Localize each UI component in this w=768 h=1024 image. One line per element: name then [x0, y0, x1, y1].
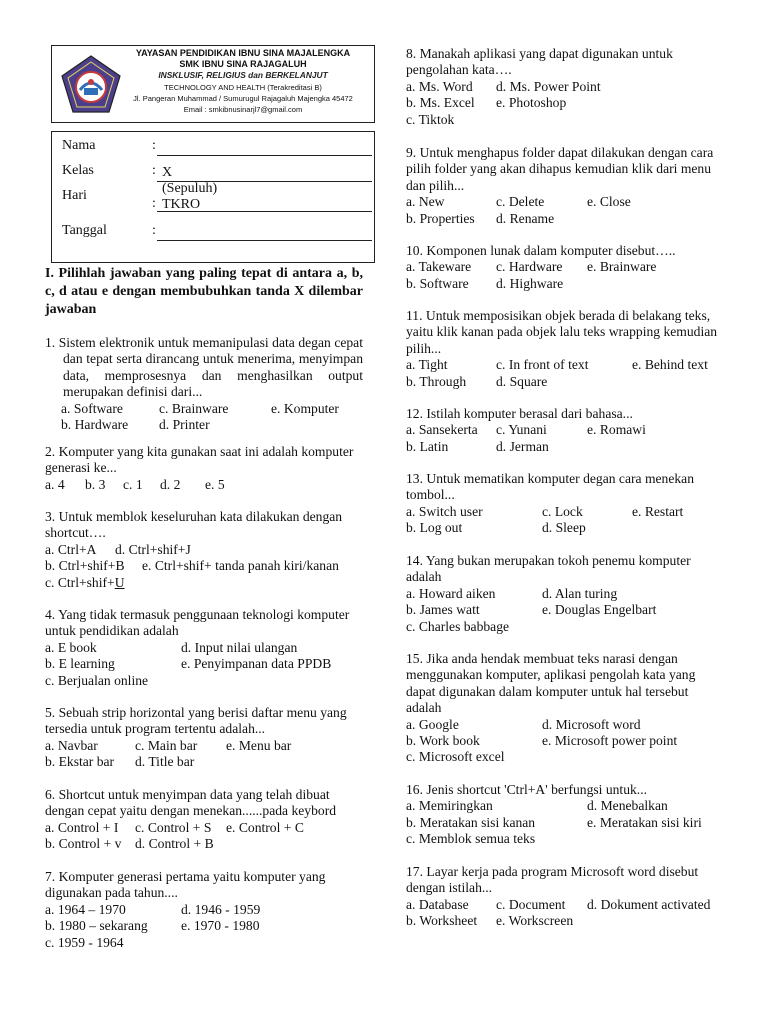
colon: : [152, 138, 156, 153]
option-b[interactable]: b. Through [406, 373, 467, 389]
question-stem: 3. Untuk memblok keseluruhan kata dilakukan dengan shortcut…. [45, 509, 343, 541]
question-stem: 1. Sistem elektronik untuk memanipulasi data degan cepat dan tepat serta dirancang untuk menerima, menyimpan data, memprosesnya dan menghasilkan output merupakan definisi dari... [45, 335, 363, 400]
question-12 [406, 406, 726, 455]
option-d[interactable]: d. Microsoft word [542, 716, 641, 732]
option-d[interactable]: d. Alan turing [542, 585, 618, 601]
option-d[interactable]: d. Jerman [496, 438, 549, 454]
option-e[interactable]: e. Menu bar [226, 737, 292, 753]
option-a[interactable]: a. Memiringkan [406, 798, 493, 814]
option-d[interactable]: d. 1946 - 1959 [181, 901, 261, 917]
student-identity-box [51, 131, 375, 263]
option-a[interactable]: a. Howard aiken [406, 585, 496, 601]
option-c[interactable]: c. Microsoft excel [406, 749, 505, 765]
hari-field[interactable] [157, 194, 372, 212]
colon: : [152, 196, 156, 211]
option-d[interactable]: d. Input nilai ulangan [181, 639, 298, 655]
section-instruction: I. Pilihlah jawaban yang paling tepat di antara a, b, c, d atau e dengan membubuhkan tanda X dilembar jawaban [45, 266, 363, 317]
option-c[interactable]: c. 1 [123, 476, 143, 492]
option-b[interactable]: b. Ms. Excel [406, 95, 475, 111]
question-1 [45, 335, 363, 433]
option-c[interactable]: c. Main bar [135, 737, 198, 753]
question-stem: 9. Untuk menghapus folder dapat dilakukan dengan cara pilih folder yang akan dihapus kemudian klik dari menu dan pilih... [406, 145, 714, 193]
option-b[interactable]: b. Latin [406, 438, 449, 454]
option-a[interactable]: a. E book [45, 639, 97, 655]
question-16 [406, 782, 726, 848]
option-c[interactable]: c. Memblok semua teks [406, 831, 536, 847]
question-stem: 14. Yang bukan merupakan tokoh penemu komputer adalah [406, 553, 691, 585]
option-b[interactable]: b. James watt [406, 602, 480, 618]
option-a[interactable]: a. Tight [406, 357, 448, 373]
question-4 [45, 607, 363, 689]
option-d[interactable]: d. Ms. Power Point [496, 78, 601, 94]
question-17 [406, 864, 726, 930]
option-d[interactable]: d. Ctrl+shif+J [115, 541, 191, 557]
school-program: TECHNOLOGY AND HEALTH (Terakreditasi B) [164, 82, 322, 92]
option-d[interactable]: d. Control + B [135, 836, 214, 852]
school-address: Jl. Pangeran Muhammad / Sumurugul Rajagaluh Majengka 45472 [133, 93, 353, 103]
option-a[interactable]: a. Google [406, 716, 459, 732]
option-a[interactable]: a. Takeware [406, 259, 472, 275]
question-8 [406, 46, 726, 128]
question-stem: 8. Manakah aplikasi yang dapat digunakan untuk pengolahan kata…. [406, 46, 673, 78]
option-e[interactable]: e. Romawi [587, 422, 646, 438]
nama-field[interactable] [157, 138, 372, 156]
option-c[interactable]: c. Lock [542, 503, 583, 519]
tanggal-label: Tanggal [62, 223, 107, 238]
question-stem: 2. Komputer yang kita gunakan saat ini adalah komputer generasi ke... [45, 444, 354, 476]
colon: : [152, 223, 156, 238]
question-stem: 16. Jenis shortcut 'Ctrl+A' berfungsi untuk... [406, 782, 647, 797]
question-stem: 7. Komputer generasi pertama yaitu komputer yang digunakan pada tahun.... [45, 869, 326, 901]
option-e[interactable]: e. Restart [632, 503, 684, 519]
option-c[interactable]: c. Brainware [159, 400, 229, 416]
question-stem: 11. Untuk memposisikan objek berada di belakang teks, yaitu klik kanan pada objek lalu teks wrapping kemudian pilih... [406, 308, 718, 356]
question-2 [45, 444, 363, 493]
option-a[interactable]: a. Database [406, 896, 469, 912]
option-e[interactable]: e. Brainware [587, 259, 657, 275]
option-a[interactable]: a. 1964 – 1970 [45, 901, 126, 917]
question-15 [406, 651, 726, 766]
question-stem: 13. Untuk mematikan komputer degan cara menekan tombol... [406, 471, 695, 503]
option-b[interactable]: b. Worksheet [406, 913, 478, 929]
option-b[interactable]: b. E learning [45, 656, 115, 672]
option-c[interactable] [45, 575, 125, 591]
question-stem: 12. Istilah komputer berasal dari bahasa... [406, 406, 633, 421]
question-10 [406, 243, 726, 292]
option-d[interactable]: d. Printer [159, 417, 210, 433]
option-a[interactable]: a. Switch user [406, 503, 483, 519]
option-a[interactable]: a. 4 [45, 476, 65, 492]
question-3 [45, 509, 363, 591]
question-stem: 5. Sebuah strip horizontal yang berisi daftar menu yang tersedia untuk program tertentu adalah... [45, 705, 347, 737]
option-c-underlined: U [114, 574, 125, 590]
hari-label: Hari [62, 188, 87, 203]
option-d[interactable]: d. Highware [496, 275, 564, 291]
option-e[interactable]: e. Workscreen [496, 913, 574, 929]
option-b[interactable]: b. 1980 – sekarang [45, 918, 148, 934]
option-b[interactable]: b. 3 [85, 476, 106, 492]
option-b[interactable]: b. Work book [406, 733, 480, 749]
option-b[interactable]: b. Hardware [61, 417, 129, 433]
option-c[interactable]: c. Document [496, 896, 566, 912]
option-c[interactable]: c. Charles babbage [406, 618, 510, 634]
option-c-text: c. Ctrl+shif+ [45, 574, 115, 590]
question-stem: 10. Komponen lunak dalam komputer disebut….. [406, 243, 676, 258]
school-motto: INSKLUSIF, RELIGIUS dan BERKELANJUT [158, 70, 328, 81]
option-b[interactable]: b. Ekstar bar [45, 754, 115, 770]
option-e[interactable]: e. Photoshop [496, 95, 567, 111]
option-c[interactable]: c. Delete [496, 194, 545, 210]
question-5 [45, 705, 363, 771]
option-a[interactable]: a. Sansekerta [406, 422, 478, 438]
option-c[interactable]: c. In front of text [496, 357, 589, 373]
question-14 [406, 553, 726, 635]
question-stem: 17. Layar kerja pada program Microsoft word disebut dengan istilah... [406, 864, 699, 896]
option-b[interactable]: b. Control + v [45, 836, 122, 852]
option-a[interactable]: a. Ms. Word [406, 78, 473, 94]
school-name: SMK IBNU SINA RAJAGALUH [179, 59, 307, 70]
tanggal-field[interactable] [157, 223, 372, 241]
colon: : [152, 163, 156, 178]
option-d[interactable]: d. Dokument activated [587, 896, 711, 912]
option-c[interactable]: c. Yunani [496, 422, 547, 438]
option-c[interactable]: c. Hardware [496, 259, 563, 275]
foundation-name: YAYASAN PENDIDIKAN IBNU SINA MAJALENGKA [135, 48, 351, 58]
option-d[interactable]: d. Rename [496, 210, 555, 226]
option-e[interactable]: e. Close [587, 194, 631, 210]
question-stem: 6. Shortcut untuk menyimpan data yang telah dibuat dengan cepat yaitu dengan menekan......pada keybord [45, 787, 337, 819]
option-d[interactable]: d. 2 [160, 476, 181, 492]
question-9 [406, 145, 726, 227]
option-e[interactable]: e. Control + C [226, 819, 304, 835]
question-6 [45, 787, 363, 853]
option-e[interactable]: e. Ctrl+shif+ tanda panah kiri/kanan [142, 558, 339, 574]
option-c[interactable]: c. 1959 - 1964 [45, 934, 124, 950]
option-a[interactable]: a. Ctrl+A [45, 541, 97, 557]
option-a[interactable]: a. New [406, 194, 445, 210]
option-e[interactable]: e. Behind text [632, 357, 708, 373]
question-stem: 4. Yang tidak termasuk penggunaan teknologi komputer untuk pendidikan adalah [45, 607, 350, 639]
question-stem: 15. Jika anda hendak membuat teks narasi dengan menggunakan komputer, aplikasi pengolah kata yang dapat digunakan dalam komputer untuk hal tersebut adalah [406, 651, 696, 716]
school-header [51, 45, 375, 123]
option-e[interactable]: e. Penyimpanan data PPDB [181, 656, 332, 672]
option-b[interactable]: b. Properties [406, 210, 475, 226]
kelas-label: Kelas [62, 163, 94, 178]
option-a[interactable]: a. Navbar [45, 737, 98, 753]
nama-label: Nama [62, 138, 96, 153]
question-11 [406, 308, 726, 390]
kelas-value: X (Sepuluh) TKRO [162, 165, 218, 212]
option-c[interactable]: c. Tiktok [406, 111, 455, 127]
option-a[interactable]: a. Control + I [45, 819, 119, 835]
option-d[interactable]: d. Sleep [542, 520, 586, 536]
option-e[interactable]: e. 5 [205, 476, 225, 492]
option-e[interactable]: e. Douglas Engelbart [542, 602, 657, 618]
option-a[interactable]: a. Software [61, 400, 123, 416]
option-b[interactable]: b. Software [406, 275, 469, 291]
option-e[interactable]: e. Meratakan sisi kiri [587, 814, 702, 830]
option-d[interactable]: d. Title bar [135, 754, 195, 770]
school-email: Email : smkibnusinarjl7@gmail.com [183, 105, 303, 115]
question-7 [45, 869, 363, 951]
question-13 [406, 471, 726, 537]
option-e[interactable]: e. 1970 - 1980 [181, 918, 260, 934]
option-b[interactable]: b. Ctrl+shif+B [45, 558, 125, 574]
option-e[interactable]: e. Microsoft power point [542, 733, 678, 749]
option-c[interactable]: c. Control + S [135, 819, 212, 835]
option-b[interactable]: b. Meratakan sisi kanan [406, 814, 536, 830]
option-b[interactable]: b. Log out [406, 520, 463, 536]
option-d[interactable]: d. Menebalkan [587, 798, 668, 814]
option-c[interactable]: c. Berjualan online [45, 672, 149, 688]
option-e[interactable]: e. Komputer [271, 400, 339, 416]
option-d[interactable]: d. Square [496, 373, 548, 389]
